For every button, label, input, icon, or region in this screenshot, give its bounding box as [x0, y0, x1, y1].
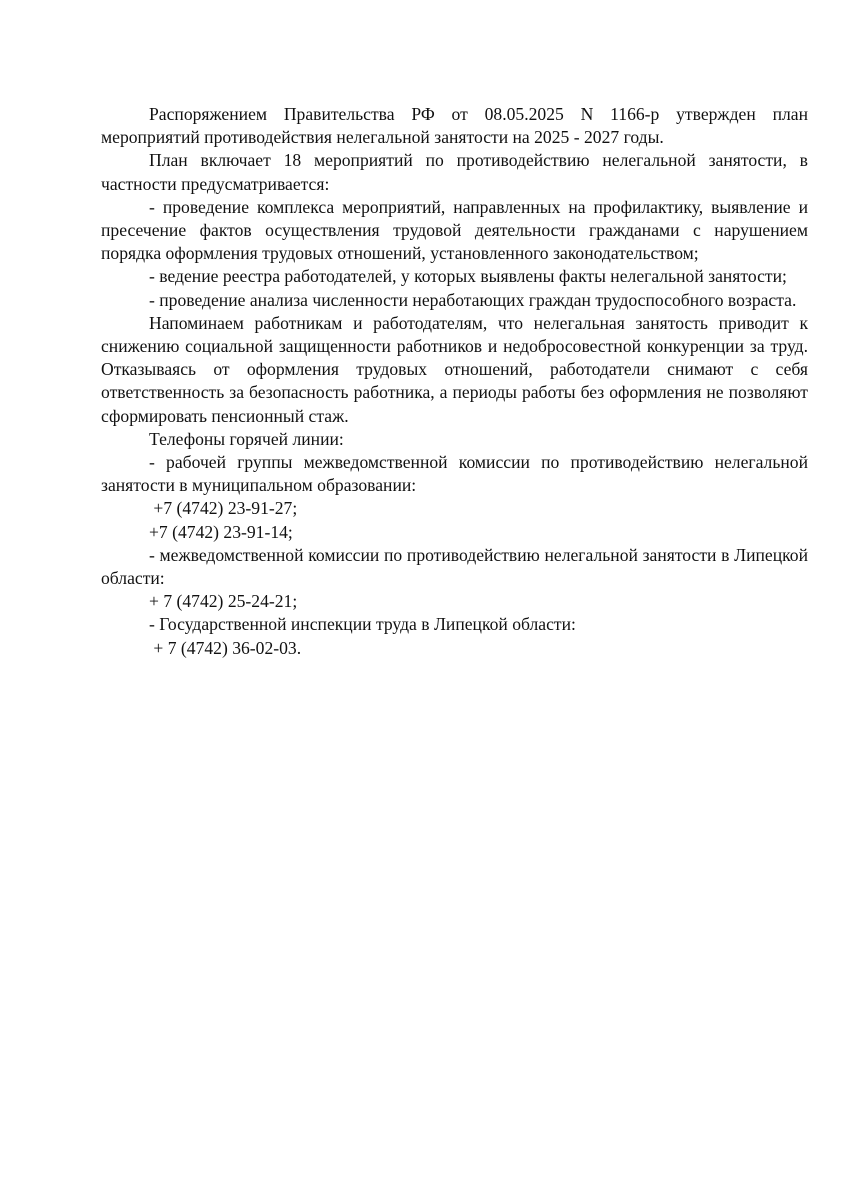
paragraph-inspection: - Государственной инспекции труда в Липецкой области: — [149, 614, 576, 635]
phone-working-group-1: +7 (4742) 23-91-27; — [149, 498, 298, 519]
paragraph-working-group: - рабочей группы межведомственной комиссии по противодействию нелегальной занятости в муниципальном образовании: — [101, 452, 808, 496]
phone-commission: + 7 (4742) 25-24-21; — [149, 591, 298, 612]
paragraph-reminder: Напоминаем работникам и работодателям, что нелегальная занятость приводит к снижению социальной защищенности работников и недобросовестной конкуренции за труд. Отказываясь от оформления трудовых отношений, работодатели снимают с себя ответственность за безопасность работника, а периоды работы без оформления не позволяют сформировать пенсионный стаж. — [101, 312, 808, 426]
paragraph-decree: Распоряжением Правительства РФ от 08.05.2025 N 1166-р утвержден план мероприятий противодействия нелегальной занятости на 2025 - 2027 годы. — [101, 104, 808, 148]
paragraph-plan: План включает 18 мероприятий по противодействию нелегальной занятости, в частности предусматривается: — [101, 150, 808, 194]
paragraph-measure-3: - проведение анализа численности неработающих граждан трудоспособного возраста. — [149, 289, 797, 310]
phone-inspection: + 7 (4742) 36-02-03. — [149, 637, 302, 658]
paragraph-commission: - межведомственной комиссии по противодействию нелегальной занятости в Липецкой области: — [101, 544, 808, 589]
document-body — [101, 103, 808, 660]
phone-working-group-2: +7 (4742) 23-91-14; — [149, 521, 293, 542]
paragraph-measure-1: - проведение комплекса мероприятий, направленных на профилактику, выявление и пресечение фактов осуществления трудовой деятельности гражданами с нарушением порядка оформления трудовых отношений, установленного законодательством; — [101, 196, 808, 264]
paragraph-hotline-heading: Телефоны горячей линии: — [149, 428, 344, 449]
paragraph-measure-2: - ведение реестра работодателей, у которых выявлены факты нелегальной занятости; — [149, 266, 787, 287]
